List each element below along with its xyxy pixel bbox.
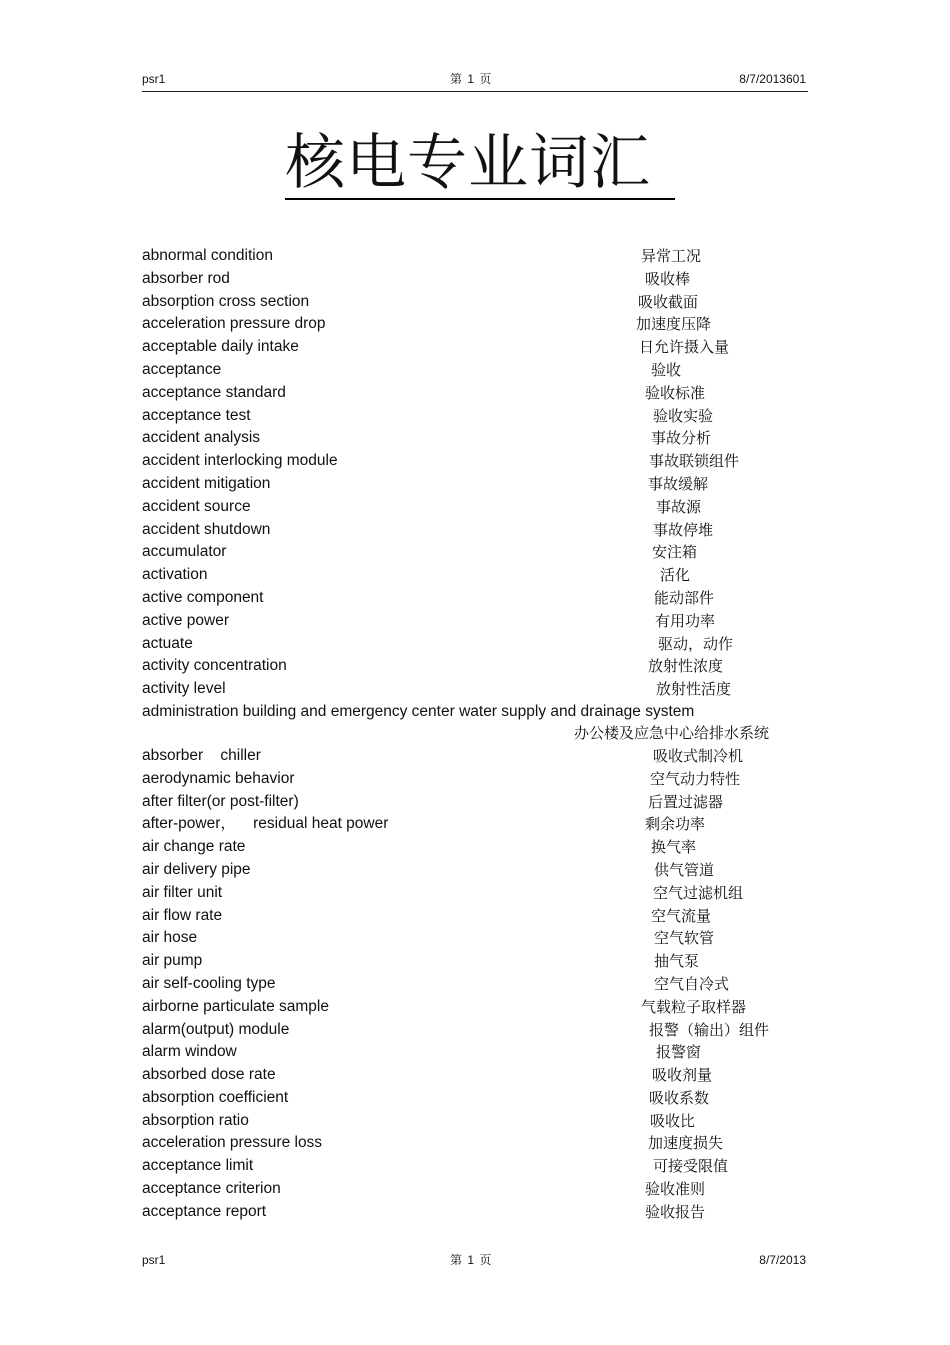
glossary-row [142, 1178, 808, 1201]
term-english: aerodynamic behavior [142, 769, 295, 787]
term-chinese: 有用功率 [655, 611, 716, 630]
term-english: acceleration pressure loss [142, 1134, 323, 1152]
term-chinese: 供气管道 [654, 860, 715, 879]
glossary-row [142, 405, 808, 428]
glossary-row [142, 633, 808, 656]
term-english: absorber rod [142, 269, 230, 287]
glossary-row [142, 836, 808, 859]
term-english: active power [142, 611, 230, 629]
glossary-row [142, 813, 808, 836]
term-english: abnormal condition [142, 247, 273, 264]
term-english: air filter unit [142, 883, 223, 901]
term-english: activity level [142, 680, 226, 698]
term-chinese: 吸收截面 [638, 292, 699, 311]
term-chinese: 事故缓解 [648, 474, 709, 493]
header-page-number: 第 1 页 [450, 72, 493, 86]
term-english: acceptance test [142, 406, 251, 424]
term-chinese: 抽气泵 [654, 952, 700, 971]
term-english: air pump [142, 952, 203, 970]
footer-doc-name: psr1 [142, 1253, 166, 1267]
term-english: alarm window [142, 1043, 237, 1061]
glossary-row [142, 541, 808, 564]
term-english: absorption coefficient [142, 1088, 289, 1106]
glossary-row [142, 678, 808, 701]
glossary-row [142, 268, 808, 291]
term-english: acceptance limit [142, 1157, 254, 1175]
term-chinese: 驱动，动作 [658, 634, 734, 653]
term-english: accident interlocking module [142, 452, 338, 470]
term-english: accident source [142, 497, 251, 515]
glossary-row [142, 859, 808, 882]
glossary-row [142, 587, 808, 610]
term-chinese: 空气过滤机组 [653, 883, 744, 902]
glossary-row [142, 1019, 808, 1042]
term-english: acceptance standard [142, 383, 286, 401]
term-english: air change rate [142, 838, 246, 856]
glossary-row [142, 450, 808, 473]
glossary-row [142, 336, 808, 359]
term-english: acceptance [142, 360, 222, 378]
glossary-row [142, 1087, 808, 1110]
glossary-row [142, 359, 808, 382]
glossary-list [142, 245, 808, 1224]
term-chinese: 验收标准 [645, 383, 706, 402]
term-chinese: 吸收棒 [645, 269, 691, 288]
term-chinese: 空气软管 [654, 929, 715, 948]
term-chinese: 事故停堆 [653, 520, 714, 539]
glossary-row [142, 882, 808, 905]
glossary-row [142, 313, 808, 336]
glossary-row [142, 791, 808, 814]
term-chinese: 能动部件 [654, 588, 715, 607]
term-english: acceleration pressure drop [142, 315, 326, 333]
term-english: air flow rate [142, 906, 223, 924]
glossary-row [142, 564, 808, 587]
term-english: absorber chiller [142, 746, 261, 764]
term-english: acceptable daily intake [142, 338, 299, 356]
term-english: accident analysis [142, 429, 261, 447]
glossary-row [142, 973, 808, 996]
term-chinese: 剩余功率 [645, 815, 706, 834]
glossary-row [142, 610, 808, 633]
term-chinese: 活化 [660, 566, 691, 585]
term-chinese: 加速度压降 [636, 315, 712, 334]
page-header [142, 72, 808, 92]
term-chinese: 事故源 [656, 497, 702, 516]
term-chinese: 放射性活度 [656, 680, 732, 699]
term-chinese: 验收报告 [645, 1202, 706, 1221]
term-chinese: 后置过滤器 [648, 792, 724, 811]
term-chinese: 吸收系数 [649, 1088, 710, 1107]
glossary-row [142, 905, 808, 928]
glossary-row [142, 245, 808, 268]
term-english: actuate [142, 634, 193, 652]
glossary-row [142, 291, 808, 314]
glossary-row [142, 1201, 808, 1224]
term-chinese: 报警窗 [656, 1043, 702, 1062]
glossary-row [142, 1110, 808, 1133]
glossary-row [142, 701, 808, 745]
page-title: 核电专业词汇 [285, 128, 675, 200]
term-english: after filter(or post-filter) [142, 792, 299, 810]
footer-page-number: 第 1 页 [450, 1253, 493, 1267]
term-english: alarm(output) module [142, 1020, 290, 1038]
term-english: air hose [142, 929, 198, 947]
term-english: absorbed dose rate [142, 1066, 276, 1084]
term-english: accumulator [142, 543, 227, 561]
glossary-row [142, 473, 808, 496]
header-date: 8/7/2013601 [739, 72, 806, 86]
term-english: active component [142, 588, 264, 606]
term-chinese: 吸收式制冷机 [653, 746, 744, 765]
term-english: activity concentration [142, 657, 287, 675]
term-chinese: 验收 [651, 360, 682, 379]
term-english: acceptance report [142, 1202, 267, 1220]
term-english: administration building and emergency center water supply and drainage system [142, 702, 695, 720]
term-english: air delivery pipe [142, 860, 251, 878]
header-doc-name: psr1 [142, 72, 166, 86]
term-chinese: 事故联锁组件 [649, 452, 740, 471]
glossary-row [142, 1041, 808, 1064]
term-english: absorption cross section [142, 292, 310, 310]
term-chinese: 换气率 [651, 838, 697, 857]
glossary-row [142, 927, 808, 950]
term-english: after-power， residual heat power [142, 815, 389, 833]
glossary-row [142, 496, 808, 519]
term-chinese: 可接受限值 [653, 1157, 729, 1176]
footer-date: 8/7/2013 [759, 1253, 806, 1267]
term-chinese: 异常工况 [641, 247, 702, 265]
term-chinese: 验收实验 [653, 406, 714, 425]
glossary-row [142, 519, 808, 542]
glossary-row [142, 382, 808, 405]
term-chinese: 空气流量 [651, 906, 712, 925]
term-english: airborne particulate sample [142, 997, 329, 1015]
term-chinese: 吸收比 [650, 1111, 696, 1130]
term-english: accident shutdown [142, 520, 271, 538]
glossary-row [142, 996, 808, 1019]
glossary-row [142, 745, 808, 768]
term-english: air self-cooling type [142, 974, 276, 992]
term-chinese: 验收准则 [645, 1180, 706, 1199]
term-chinese: 空气动力特性 [650, 769, 741, 788]
glossary-row [142, 950, 808, 973]
glossary-row [142, 768, 808, 791]
glossary-row [142, 427, 808, 450]
term-english: acceptance criterion [142, 1180, 281, 1198]
glossary-row [142, 1155, 808, 1178]
term-chinese: 事故分析 [651, 429, 712, 448]
term-english: absorption ratio [142, 1111, 249, 1129]
term-english: activation [142, 566, 208, 584]
term-chinese: 空气自冷式 [654, 974, 730, 993]
term-chinese: 报警（输出）组件 [649, 1020, 770, 1039]
term-chinese: 放射性浓度 [648, 657, 724, 676]
term-chinese: 日允许摄入量 [639, 338, 730, 357]
term-chinese: 安注箱 [652, 543, 698, 562]
term-chinese: 办公楼及应急中心给排水系统 [574, 723, 770, 742]
term-chinese: 吸收剂量 [652, 1066, 713, 1085]
glossary-row [142, 655, 808, 678]
term-chinese: 加速度损失 [648, 1134, 724, 1153]
glossary-row [142, 1064, 808, 1087]
term-english: accident mitigation [142, 474, 271, 492]
glossary-row [142, 1132, 808, 1155]
term-chinese: 气载粒子取样器 [641, 997, 747, 1016]
